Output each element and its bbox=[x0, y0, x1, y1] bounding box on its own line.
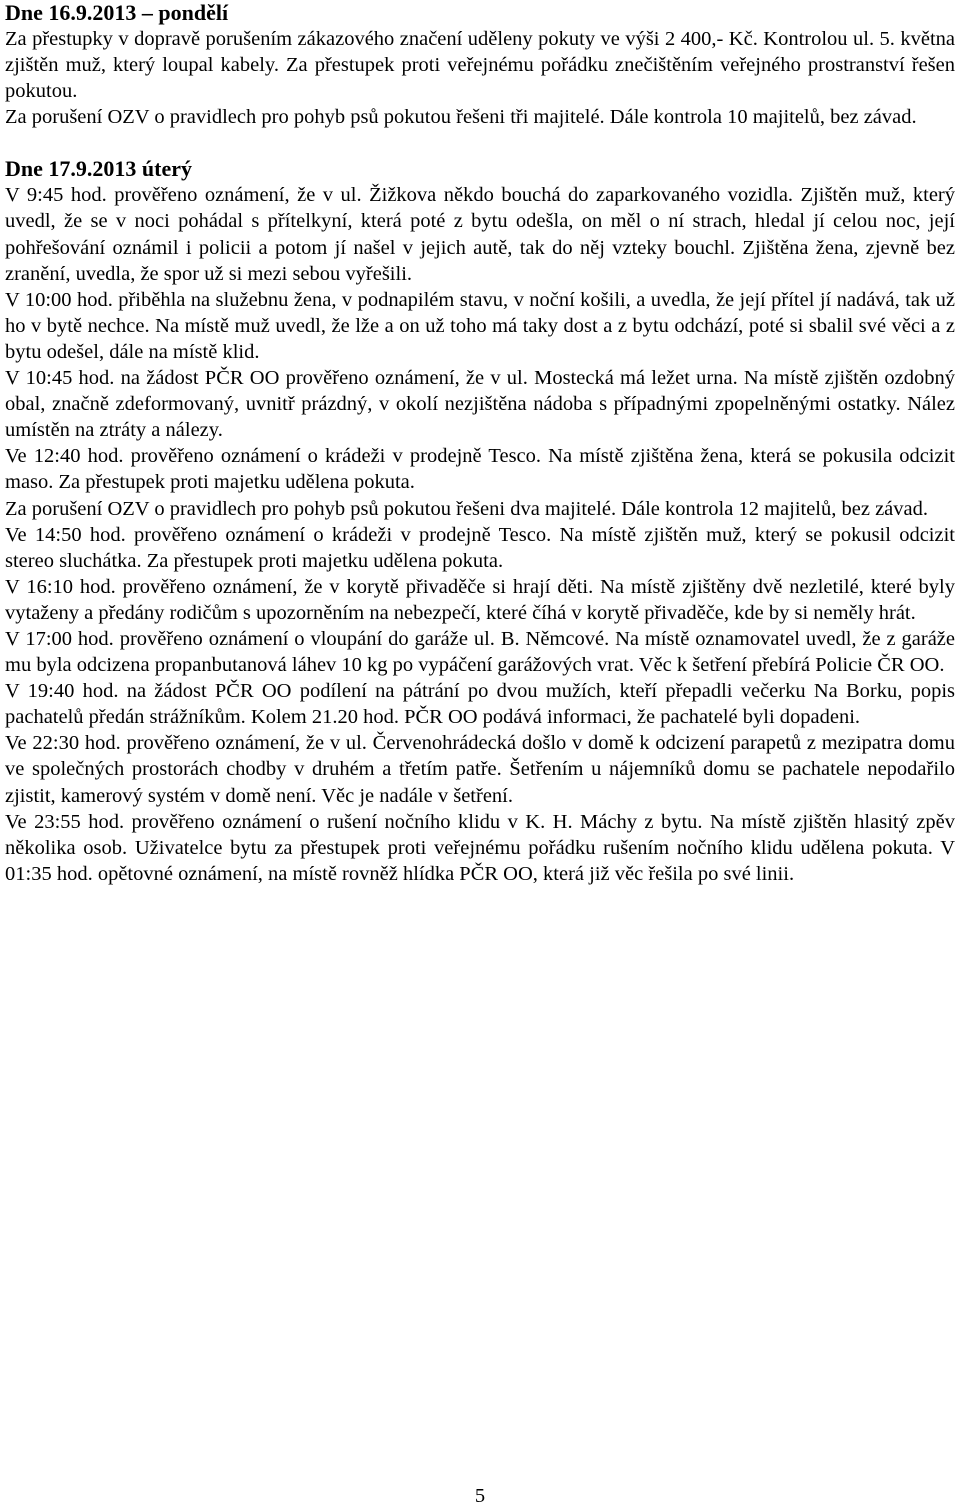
paragraph: V 19:40 hod. na žádost PČR OO podílení na pátrání po dvou mužích, kteří přepadli večerku Na Borku, popis pachatelů předán strážníkům. Kolem 21.20 hod. PČR OO podává informaci, že pachatelé byli dopadeni. bbox=[5, 680, 955, 729]
paragraph: Ve 14:50 hod. prověřeno oznámení o krádeži v prodejně Tesco. Na místě zjištěn muž, který se pokusil odcizit stereo sluchátka. Za přestupek proti majetku udělena pokuta. bbox=[5, 523, 955, 572]
paragraph: V 17:00 hod. prověřeno oznámení o vloupání do garáže ul. B. Němcové. Na místě oznamovatel uvedl, že z garáže mu byla odcizena propanbutanová láhev 10 kg po vypáčení garážových vrat. Věc k šetření přebírá Policie ČR OO. bbox=[5, 627, 955, 677]
paragraph: Za porušení OZV o pravidlech pro pohyb psů pokutou řešeni tři majitelé. Dále kontrola 10 majitelů, bez závad. bbox=[5, 106, 917, 129]
paragraph: Ve 22:30 hod. prověřeno oznámení, že v ul. Červenohrádecká došlo v domě k odcizení parapetů z mezipatra domu ve společných prostorách chodby v druhém a třetím patře. Šetřením u nájemníků domu se pachatele nepodařilo zjistit, kamerový systém v domě není. Věc je nadále v šetření. bbox=[5, 732, 955, 807]
paragraph: Ve 23:55 hod. prověřeno oznámení o rušení nočního klidu v K. H. Máchy z bytu. Na místě zjištěn hlasitý zpěv několika osob. Uživatelce bytu za přestupek proti veřejnému pořádku rušením nočního klidu udělena pokuta. V 01:35 hod. opětovné oznámení, na místě rovněž hlídka PČR OO, která již věc řešila po své linii. bbox=[5, 810, 955, 885]
paragraph: V 10:45 hod. na žádost PČR OO prověřeno oznámení, že v ul. Mostecká má ležet urna. Na místě zjištěn ozdobný obal, značně zdeformovaný, uvnitř prázdný, v okolí nezjištěna nádoba s případnými zpopelněnými ostatky. Nález umístěn na ztráty a nálezy. bbox=[5, 367, 955, 442]
page-number: 5 bbox=[474, 1485, 486, 1507]
paragraph: Za porušení OZV o pravidlech pro pohyb psů pokutou řešeni dva majitelé. Dále kontrola 12 majitelů, bez závad. bbox=[5, 497, 929, 520]
section-day-tuesday bbox=[5, 156, 955, 887]
paragraph: V 9:45 hod. prověřeno oznámení, že v ul. Žižkova někdo bouchá do zaparkovaného vozidla. Zjištěn muž, který uvedl, že se v noci pohádal s přítelkyní, která poté z bytu odešla, on měl o ní strach, hledal jí celou noc, její pohřešování oznámil i policii a potom jí našel v jejich autě, tak do něj vzteky bouchl. Zjištěna žena, zjevně bez zranění, uvedla, že spor už si mezi sebou vyřešili. bbox=[5, 184, 955, 285]
document-page bbox=[5, 0, 955, 887]
paragraph: Ve 12:40 hod. prověřeno oznámení o krádeži v prodejně Tesco. Na místě zjištěna žena, která se pokusila odcizit maso. Za přestupek proti majetku udělena pokuta. bbox=[5, 445, 955, 494]
paragraph: Za přestupky v dopravě porušením zákazového značení uděleny pokuty ve výši 2 400,- Kč. Kontrolou ul. 5. května zjištěn muž, který loupal kabely. Za přestupek proti veřejnému pořádku znečištěním veřejného prostranství řešen pokutou. bbox=[5, 28, 955, 103]
paragraph: V 16:10 hod. prověřeno oznámení, že v korytě přivaděče si hrají děti. Na místě zjištěny dvě nezletilé, které byly vytaženy a předány rodičům s upozorněním na nebezpečí, které číhá v korytě přivaděče, kde by si neměly hrát. bbox=[5, 575, 955, 624]
paragraph: V 10:00 hod. přiběhla na služebnu žena, v podnapilém stavu, v noční košili, a uvedla, že její přítel jí nadává, tak už ho v bytě nechce. Na místě muž uvedl, že lže a on už toho má taky dost a z bytu odchází, poté si sbalil své věci a z bytu odešel, dále na místě klid. bbox=[5, 288, 955, 363]
section-day-monday bbox=[5, 0, 955, 130]
section-heading: Dne 16.9.2013 – pondělí bbox=[5, 0, 229, 25]
section-heading: Dne 17.9.2013 úterý bbox=[5, 156, 192, 182]
